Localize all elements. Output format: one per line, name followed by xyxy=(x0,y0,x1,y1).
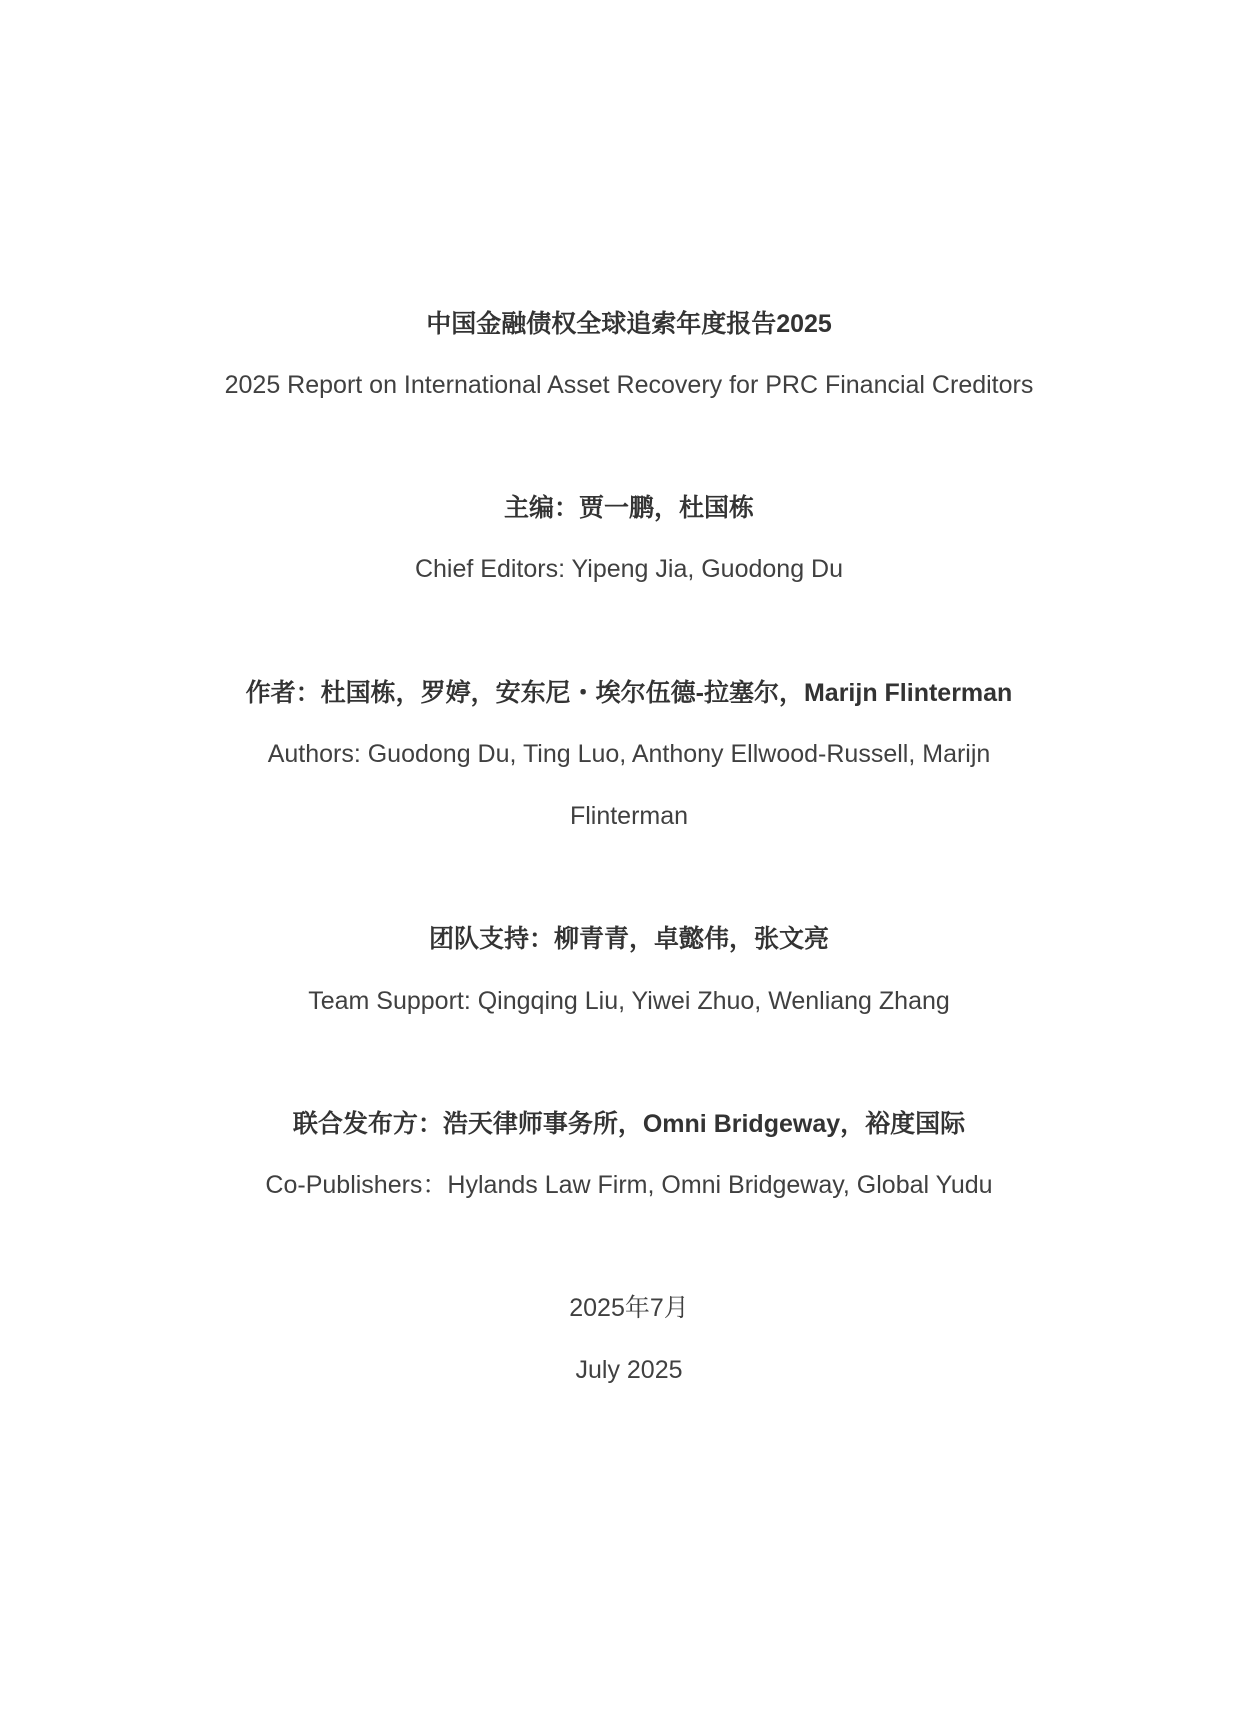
date-chinese: 2025年7月 xyxy=(569,1294,689,1322)
authors-english-line-1: Authors: Guodong Du, Ting Luo, Anthony Ellwood-Russell, Marijn xyxy=(267,740,991,768)
chief-editors-english: Chief Editors: Yipeng Jia, Guodong Du xyxy=(414,555,844,583)
co-publishers-chinese: 联合发布方：浩天律师事务所，Omni Bridgeway，裕度国际 xyxy=(292,1110,966,1138)
team-support-chinese: 团队支持：柳青青，卓懿伟，张文亮 xyxy=(428,925,829,953)
date-english: July 2025 xyxy=(575,1356,683,1384)
report-title-english: 2025 Report on International Asset Recovery for PRC Financial Creditors xyxy=(224,371,1034,399)
team-support-english: Team Support: Qingqing Liu, Yiwei Zhuo, Wenliang Zhang xyxy=(308,987,950,1015)
authors-english-line-2: Flinterman xyxy=(569,802,689,830)
chief-editors-chinese: 主编：贾一鹏，杜国栋 xyxy=(503,494,754,522)
report-title-chinese: 中国金融债权全球追索年度报告2025 xyxy=(426,310,832,338)
co-publishers-english: Co-Publishers：Hylands Law Firm, Omni Bridgeway, Global Yudu xyxy=(265,1171,993,1199)
authors-chinese: 作者：杜国栋，罗婷，安东尼・埃尔伍德-拉塞尔，Marijn Flinterman xyxy=(245,679,1013,707)
